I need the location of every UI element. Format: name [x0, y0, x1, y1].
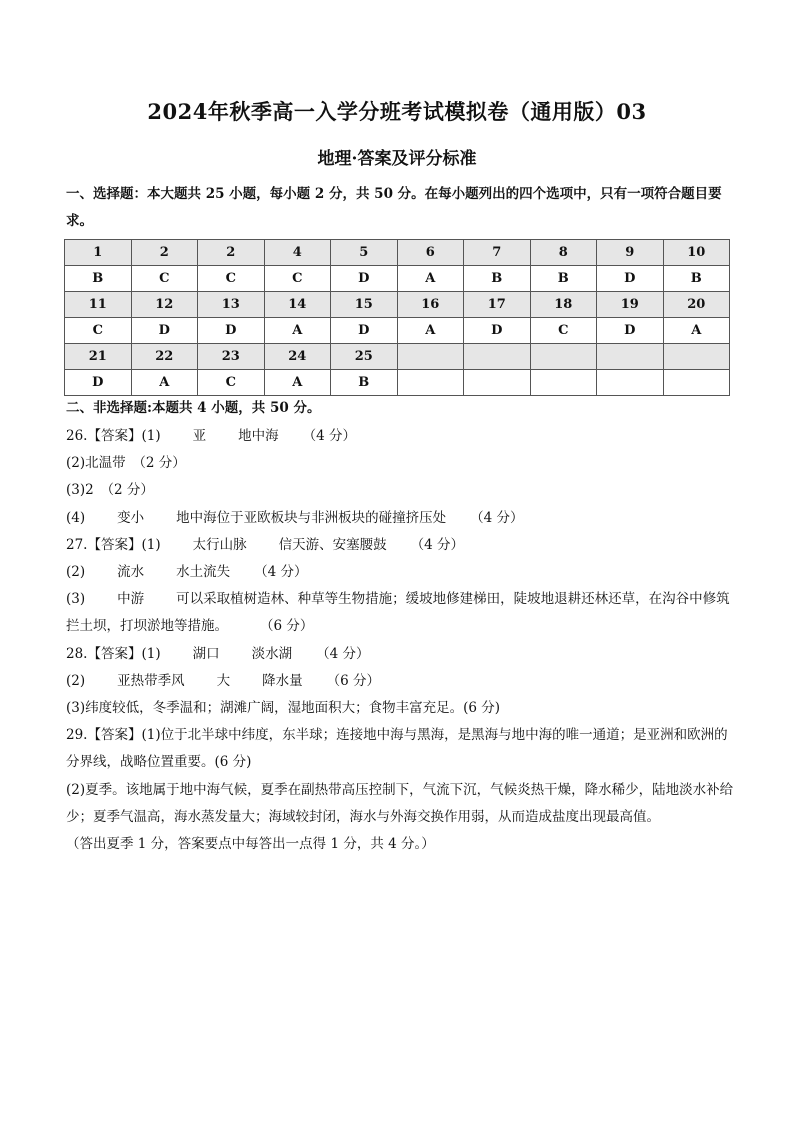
q28-2-answer-c: 降水量: [262, 672, 303, 689]
answer-row: [65, 266, 730, 292]
q27-2-prefix: (2): [66, 564, 86, 581]
answer-cell: [397, 370, 464, 396]
answer-cell: [530, 370, 597, 396]
question-number-cell: 4: [264, 240, 331, 266]
answer-cell: [597, 370, 664, 396]
q28-prefix: 28.【答案】(1): [66, 645, 161, 662]
q28-score: （4 分）: [316, 645, 370, 662]
answer-cell: D: [597, 266, 664, 292]
question-number-cell: 13: [198, 292, 265, 318]
question-number-cell: 8: [530, 240, 597, 266]
answer-cell: D: [597, 318, 664, 344]
q26-answer-a: 亚: [192, 428, 207, 444]
q27-3-prefix: (3): [66, 591, 86, 608]
q28-2-score: （6 分）: [326, 672, 381, 689]
q28-2-answer-b: 大: [216, 672, 231, 689]
q29-line1: 29.【答案】(1)位于北半球中纬度，东半球；连接地中海与黑海，是黑海与地中海的唯一通道；是亚洲和欧洲的分界线，战略位置重要。(6 分): [66, 727, 728, 771]
q27-3-answer-a: 中游: [117, 591, 145, 608]
q26-4-score: （4 分）: [470, 509, 524, 526]
q28-line3: (3)纬度较低，冬季温和；湖滩广阔，湿地面积大；食物丰富充足。(6 分): [66, 700, 501, 717]
answer-cell: C: [198, 370, 265, 396]
answer-cell: C: [198, 266, 265, 292]
question-number-cell: 7: [464, 240, 531, 266]
answer-cell: B: [663, 266, 730, 292]
question-number-cell: 2: [198, 240, 265, 266]
question-number-cell: 1: [65, 240, 132, 266]
answer-cell: C: [65, 318, 132, 344]
question-number-cell: [597, 344, 664, 370]
question-number-cell: [663, 344, 730, 370]
q28-2-prefix: (2): [66, 672, 86, 689]
answer-cell: A: [663, 318, 730, 344]
q26-score: （4 分）: [302, 428, 356, 444]
question-number-cell: 10: [663, 240, 730, 266]
answer-cell: A: [264, 318, 331, 344]
page-title: 2024年秋季高一入学分班考试模拟卷（通用版）03: [147, 99, 647, 124]
answer-cell: [663, 370, 730, 396]
question-number-cell: [397, 344, 464, 370]
answer-cell: D: [331, 266, 398, 292]
section1-heading: 一、选择题：本大题共 25 小题，每小题 2 分，共 50 分。在每小题列出的四个选项中，只有一项符合题目要求。: [66, 186, 722, 229]
q26-line3: (3)2 （2 分）: [66, 482, 154, 499]
answer-cell: [464, 370, 531, 396]
answer-row: [65, 370, 730, 396]
question-number-cell: 6: [397, 240, 464, 266]
question-number-row: [65, 292, 730, 318]
question-number-cell: 9: [597, 240, 664, 266]
q28-answer-b: 淡水湖: [251, 645, 293, 662]
answer-cell: B: [464, 266, 531, 292]
page-subtitle: 地理·答案及评分标准: [317, 149, 477, 169]
question-number-cell: 16: [397, 292, 464, 318]
answer-row: [65, 318, 730, 344]
question-number-cell: [530, 344, 597, 370]
q27-answer-a: 太行山脉: [192, 536, 247, 553]
q27-line2: [66, 559, 734, 586]
answer-cell: B: [530, 266, 597, 292]
section2-heading: 二、非选择题:本题共 4 小题，共 50 分。: [66, 400, 321, 416]
question-number-cell: 5: [331, 240, 398, 266]
question-number-cell: 24: [264, 344, 331, 370]
question-number-cell: 25: [331, 344, 398, 370]
answer-cell: A: [264, 370, 331, 396]
q26-4-answer-a: 变小: [117, 509, 145, 526]
q27-score: （4 分）: [410, 536, 464, 553]
question-number-cell: 14: [264, 292, 331, 318]
answer-cell: B: [331, 370, 398, 396]
q28-answer-a: 湖口: [192, 645, 220, 662]
q27-2-answer-b: 水土流失: [176, 564, 231, 581]
q26-4-prefix: (4): [66, 509, 86, 526]
q26-line4: [66, 505, 734, 532]
question-number-cell: 11: [65, 292, 132, 318]
answer-cell: A: [131, 370, 198, 396]
q27-line3: [66, 586, 734, 640]
question-number-row: [65, 240, 730, 266]
question-number-cell: 23: [198, 344, 265, 370]
question-number-cell: 15: [331, 292, 398, 318]
q27-3-answer-text: 可以采取植树造林、种草等生物措施；缓坡地修建梯田，陡坡地退耕还林还草，在沟谷中修筑拦土坝，打坝淤地等措施。: [66, 591, 730, 635]
question-number-cell: 17: [464, 292, 531, 318]
answer-cell: C: [530, 318, 597, 344]
answer-cell: A: [397, 266, 464, 292]
question-number-cell: 12: [131, 292, 198, 318]
q26-prefix: 26.【答案】(1): [66, 428, 161, 444]
q27-3-score: （6 分）: [260, 618, 314, 635]
question-number-cell: 20: [663, 292, 730, 318]
q26-4-answer-b: 地中海位于亚欧板块与非洲板块的碰撞挤压处: [176, 509, 447, 526]
answer-cell: D: [331, 318, 398, 344]
q28-line1: [66, 641, 734, 668]
question-number-cell: [464, 344, 531, 370]
q27-prefix: 27.【答案】(1): [66, 536, 161, 553]
answer-cell: C: [264, 266, 331, 292]
answer-table: [64, 239, 730, 396]
q26-line2: (2)北温带 （2 分）: [66, 455, 186, 472]
q29-line3: （答出夏季 1 分，答案要点中每答出一点得 1 分，共 4 分。）: [66, 836, 435, 853]
question-number-row: [65, 344, 730, 370]
question-number-cell: 19: [597, 292, 664, 318]
q26-answer-b: 地中海: [238, 428, 279, 444]
answer-cell: D: [65, 370, 132, 396]
answer-cell: D: [198, 318, 265, 344]
q27-2-score: （4 分）: [254, 564, 308, 581]
q27-line1: [66, 532, 734, 559]
answer-body-text: [66, 423, 734, 858]
q26-line1: [66, 423, 734, 450]
question-number-cell: 21: [65, 344, 132, 370]
answer-cell: D: [131, 318, 198, 344]
q28-2-answer-a: 亚热带季风: [117, 672, 185, 689]
q29-line2: (2)夏季。该地属于地中海气候，夏季在副热带高压控制下，气流下沉，气候炎热干燥，降水稀少，陆地淡水补给少；夏季气温高，海水蒸发量大；海域较封闭，海水与外海交换作用弱，从而造成盐度出现最高值。: [66, 781, 734, 825]
answer-cell: C: [131, 266, 198, 292]
question-number-cell: 22: [131, 344, 198, 370]
q27-2-answer-a: 流水: [117, 564, 145, 581]
answer-cell: D: [464, 318, 531, 344]
question-number-cell: 18: [530, 292, 597, 318]
q27-answer-b: 信天游、安塞腰鼓: [278, 536, 387, 553]
q28-line2: [66, 668, 734, 695]
answer-cell: A: [397, 318, 464, 344]
answer-cell: B: [65, 266, 132, 292]
question-number-cell: 2: [131, 240, 198, 266]
